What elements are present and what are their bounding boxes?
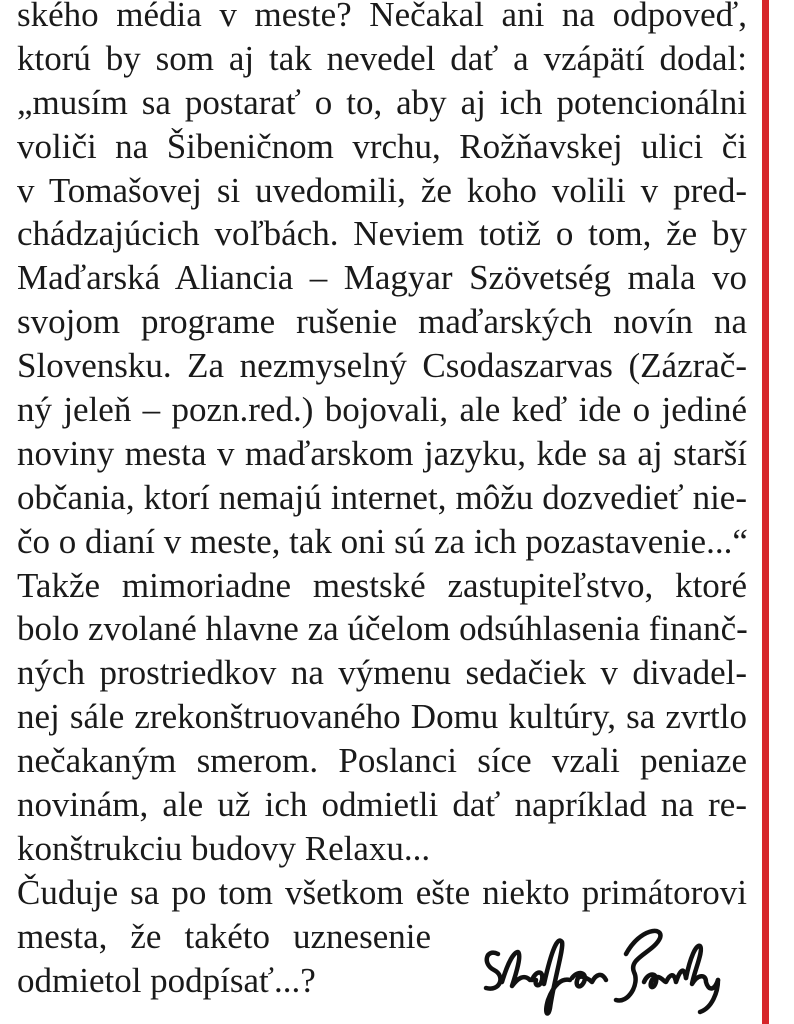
article-line: Takže mimoriadne mestské zastupiteľstvo, ktoré [17,565,747,605]
article-line: odmietol podpísať...? [17,960,316,1000]
article-line: svojom programe rušenie maďarských novín na [17,302,747,342]
article-line: „musím sa postarať o to, aby aj ich potencionálni [17,82,747,122]
accent-red-rule [762,0,769,1024]
signature-stroke [532,973,542,986]
signature-stroke [486,953,500,989]
article-line: ktorú by som aj tak nevedel dať a vzápätí dodal: [17,38,747,78]
handwritten-signature [478,908,728,1024]
article-line: Maďarská Aliancia – Magyar Szövetség mala vo [17,258,747,298]
article-line: nej sále zrekonštruovaného Domu kultúry, sa zvrtlo [17,697,747,737]
article-line: noviny mesta v maďarskom jazyku, kde sa aj starší [17,433,747,473]
article-line: v Tomašovej si uvedomili, že koho volili v pred- [17,170,747,210]
article-line: čo o dianí v meste, tak oni sú za ich pozastavenie...“ [17,521,748,561]
article-line: ný jeleň – pozn.red.) bojovali, ale keď ide o jediné [17,390,747,430]
article-line: voliči na Šibeničnom vrchu, Rožňavskej ulici či [17,126,747,166]
article-line: nečakaným smerom. Poslanci síce vzali peniaze [17,741,747,781]
signature-stroke [502,952,530,986]
article-line: bolo zvolané hlavne za účelom odsúhlasenia finanč- [17,609,748,649]
signature-stroke [686,946,718,989]
article-line: novinám, ale už ich odmietli dať napríklad na re- [17,785,747,825]
article-line: Slovensku. Za nezmyselný Csodaszarvas (Zázrač- [17,346,747,386]
article-line: Čuduje sa po tom všetkom ešte niekto primátorovi [17,872,747,912]
article-line: ského média v meste? Nečakal ani na odpoveď, [17,0,747,34]
article-text [17,0,747,1002]
signature-stroke [572,973,606,986]
article-line: občania, ktorí nemajú internet, môžu dozvedieť nie- [17,477,747,517]
article-line: mesta, že takéto uznesenie [17,916,431,956]
signature-stroke [644,971,686,987]
article-line: chádzajúcich voľbách. Neviem totiž o tom, že by [17,214,747,254]
article-line: konštrukciu budovy Relaxu... [17,828,431,868]
signature-stroke [616,931,660,1001]
article-line: ných prostriedkov na výmenu sedačiek v divadel- [17,653,747,693]
signature-stroke [544,941,570,1014]
